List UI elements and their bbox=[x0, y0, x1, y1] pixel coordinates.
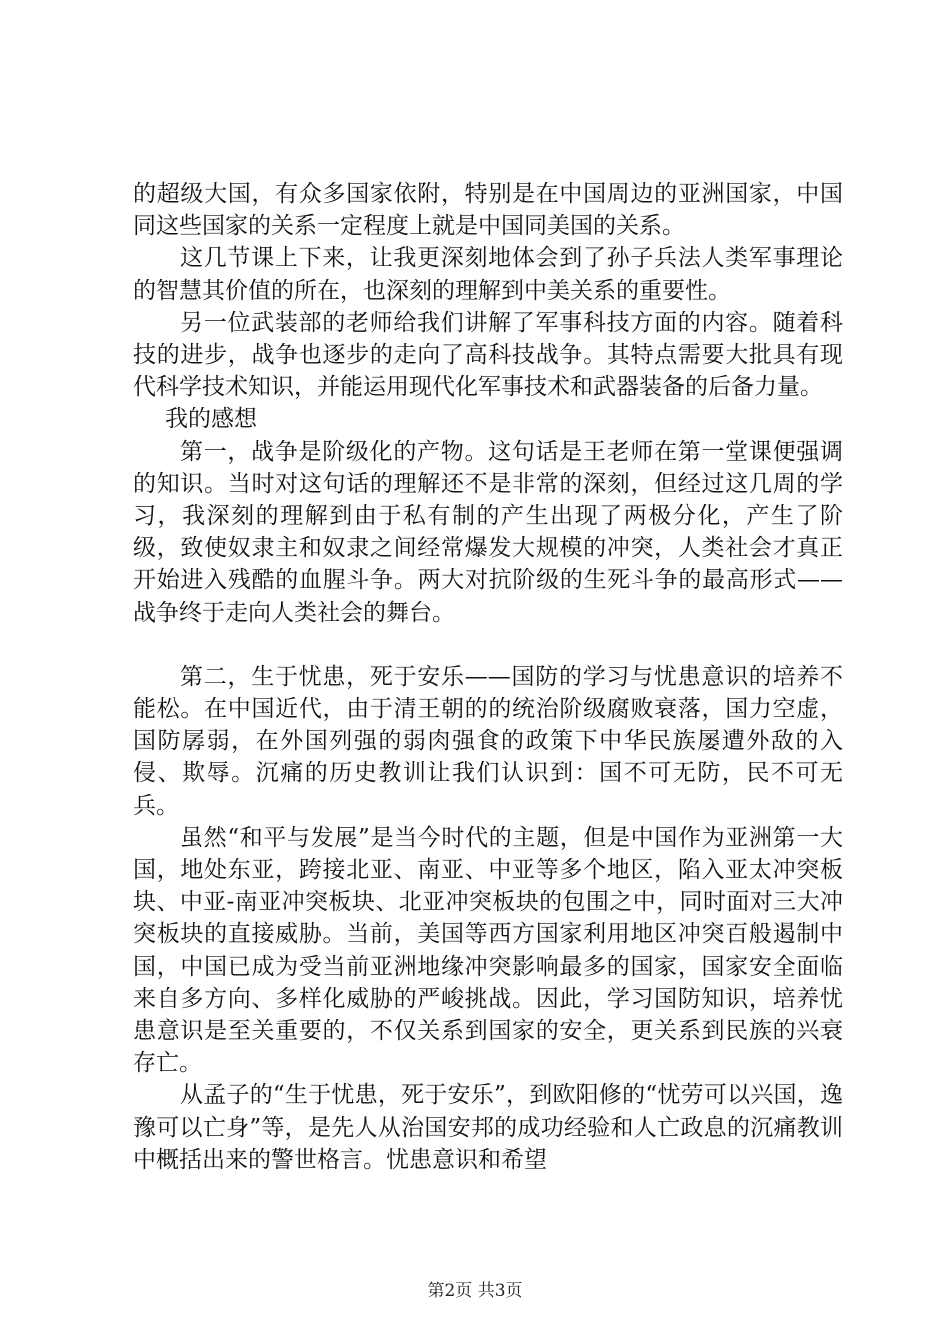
paragraph-peace-development: 虽然“和平与发展”是当今时代的主题，但是中国作为亚洲第一大国，地处东亚，跨接北亚、南亚、中亚等多个地区，陷入亚太冲突板块、中亚-南亚冲突板块、北亚冲突板块的包围之中，同时面对三大冲突板块的直接威胁。当前，美国等西方国家利用地区冲突百般遏制中国，中国已成为受当前亚洲地缘冲突影响最多的国家，国家安全面临来自多方向、多样化威胁的严峻挑战。因此，学习国防知识，培养忧患意识是至关重要的，不仅关系到国家的安全，更关系到民族的兴衰存亡。 bbox=[133, 824, 843, 1077]
paragraph-point-two: 第二，生于忧患，死于安乐——国防的学习与忧患意识的培养不能松。在中国近代，由于清王朝的的统治阶级腐败衰落，国力空虚，国防孱弱，在外国列强的弱肉强食的政策下中华民族屡遭外敌的入侵、欺辱。沉痛的历史教训让我们认识到：国不可无防，民不可无兵。 bbox=[133, 663, 843, 819]
paragraph-sunzi-reflection: 这几节课上下来，让我更深刻地体会到了孙子兵法人类军事理论的智慧其价值的所在，也深刻的理解到中美关系的重要性。 bbox=[133, 245, 843, 304]
paragraph-mencius-quote: 从孟子的“生于忧患，死于安乐”，到欧阳修的“忧劳可以兴国，逸豫可以亡身”等，是先人从治国安邦的成功经验和人亡政息的沉痛教训中概括出来的警世格言。忧患意识和希望 bbox=[133, 1082, 843, 1173]
document-body bbox=[133, 178, 843, 1176]
paragraph-continuation: 的超级大国，有众多国家依附，特别是在中国周边的亚洲国家，中国同这些国家的关系一定程度上就是中国同美国的关系。 bbox=[133, 181, 843, 240]
paragraph-point-one: 第一，战争是阶级化的产物。这句话是王老师在第一堂课便强调的知识。当时对这句话的理解还不是非常的深刻，但经过这几周的学习，我深刻的理解到由于私有制的产生出现了两极分化，产生了阶级，致使奴隶主和奴隶之间经常爆发大规模的冲突，人类社会才真正开始进入残酷的血腥斗争。两大对抗阶级的生死斗争的最高形式——战争终于走向人类社会的舞台。 bbox=[133, 438, 843, 626]
section-heading: 我的感想 bbox=[165, 406, 257, 433]
paragraph-military-technology: 另一位武装部的老师给我们讲解了军事科技方面的内容。随着科技的进步，战争也逐步的走向了高科技战争。其特点需要大批具有现代科学技术知识，并能运用现代化军事技术和武器装备的后备力量。 bbox=[133, 309, 843, 401]
page-number-footer: 第2页 共3页 bbox=[427, 1281, 523, 1301]
